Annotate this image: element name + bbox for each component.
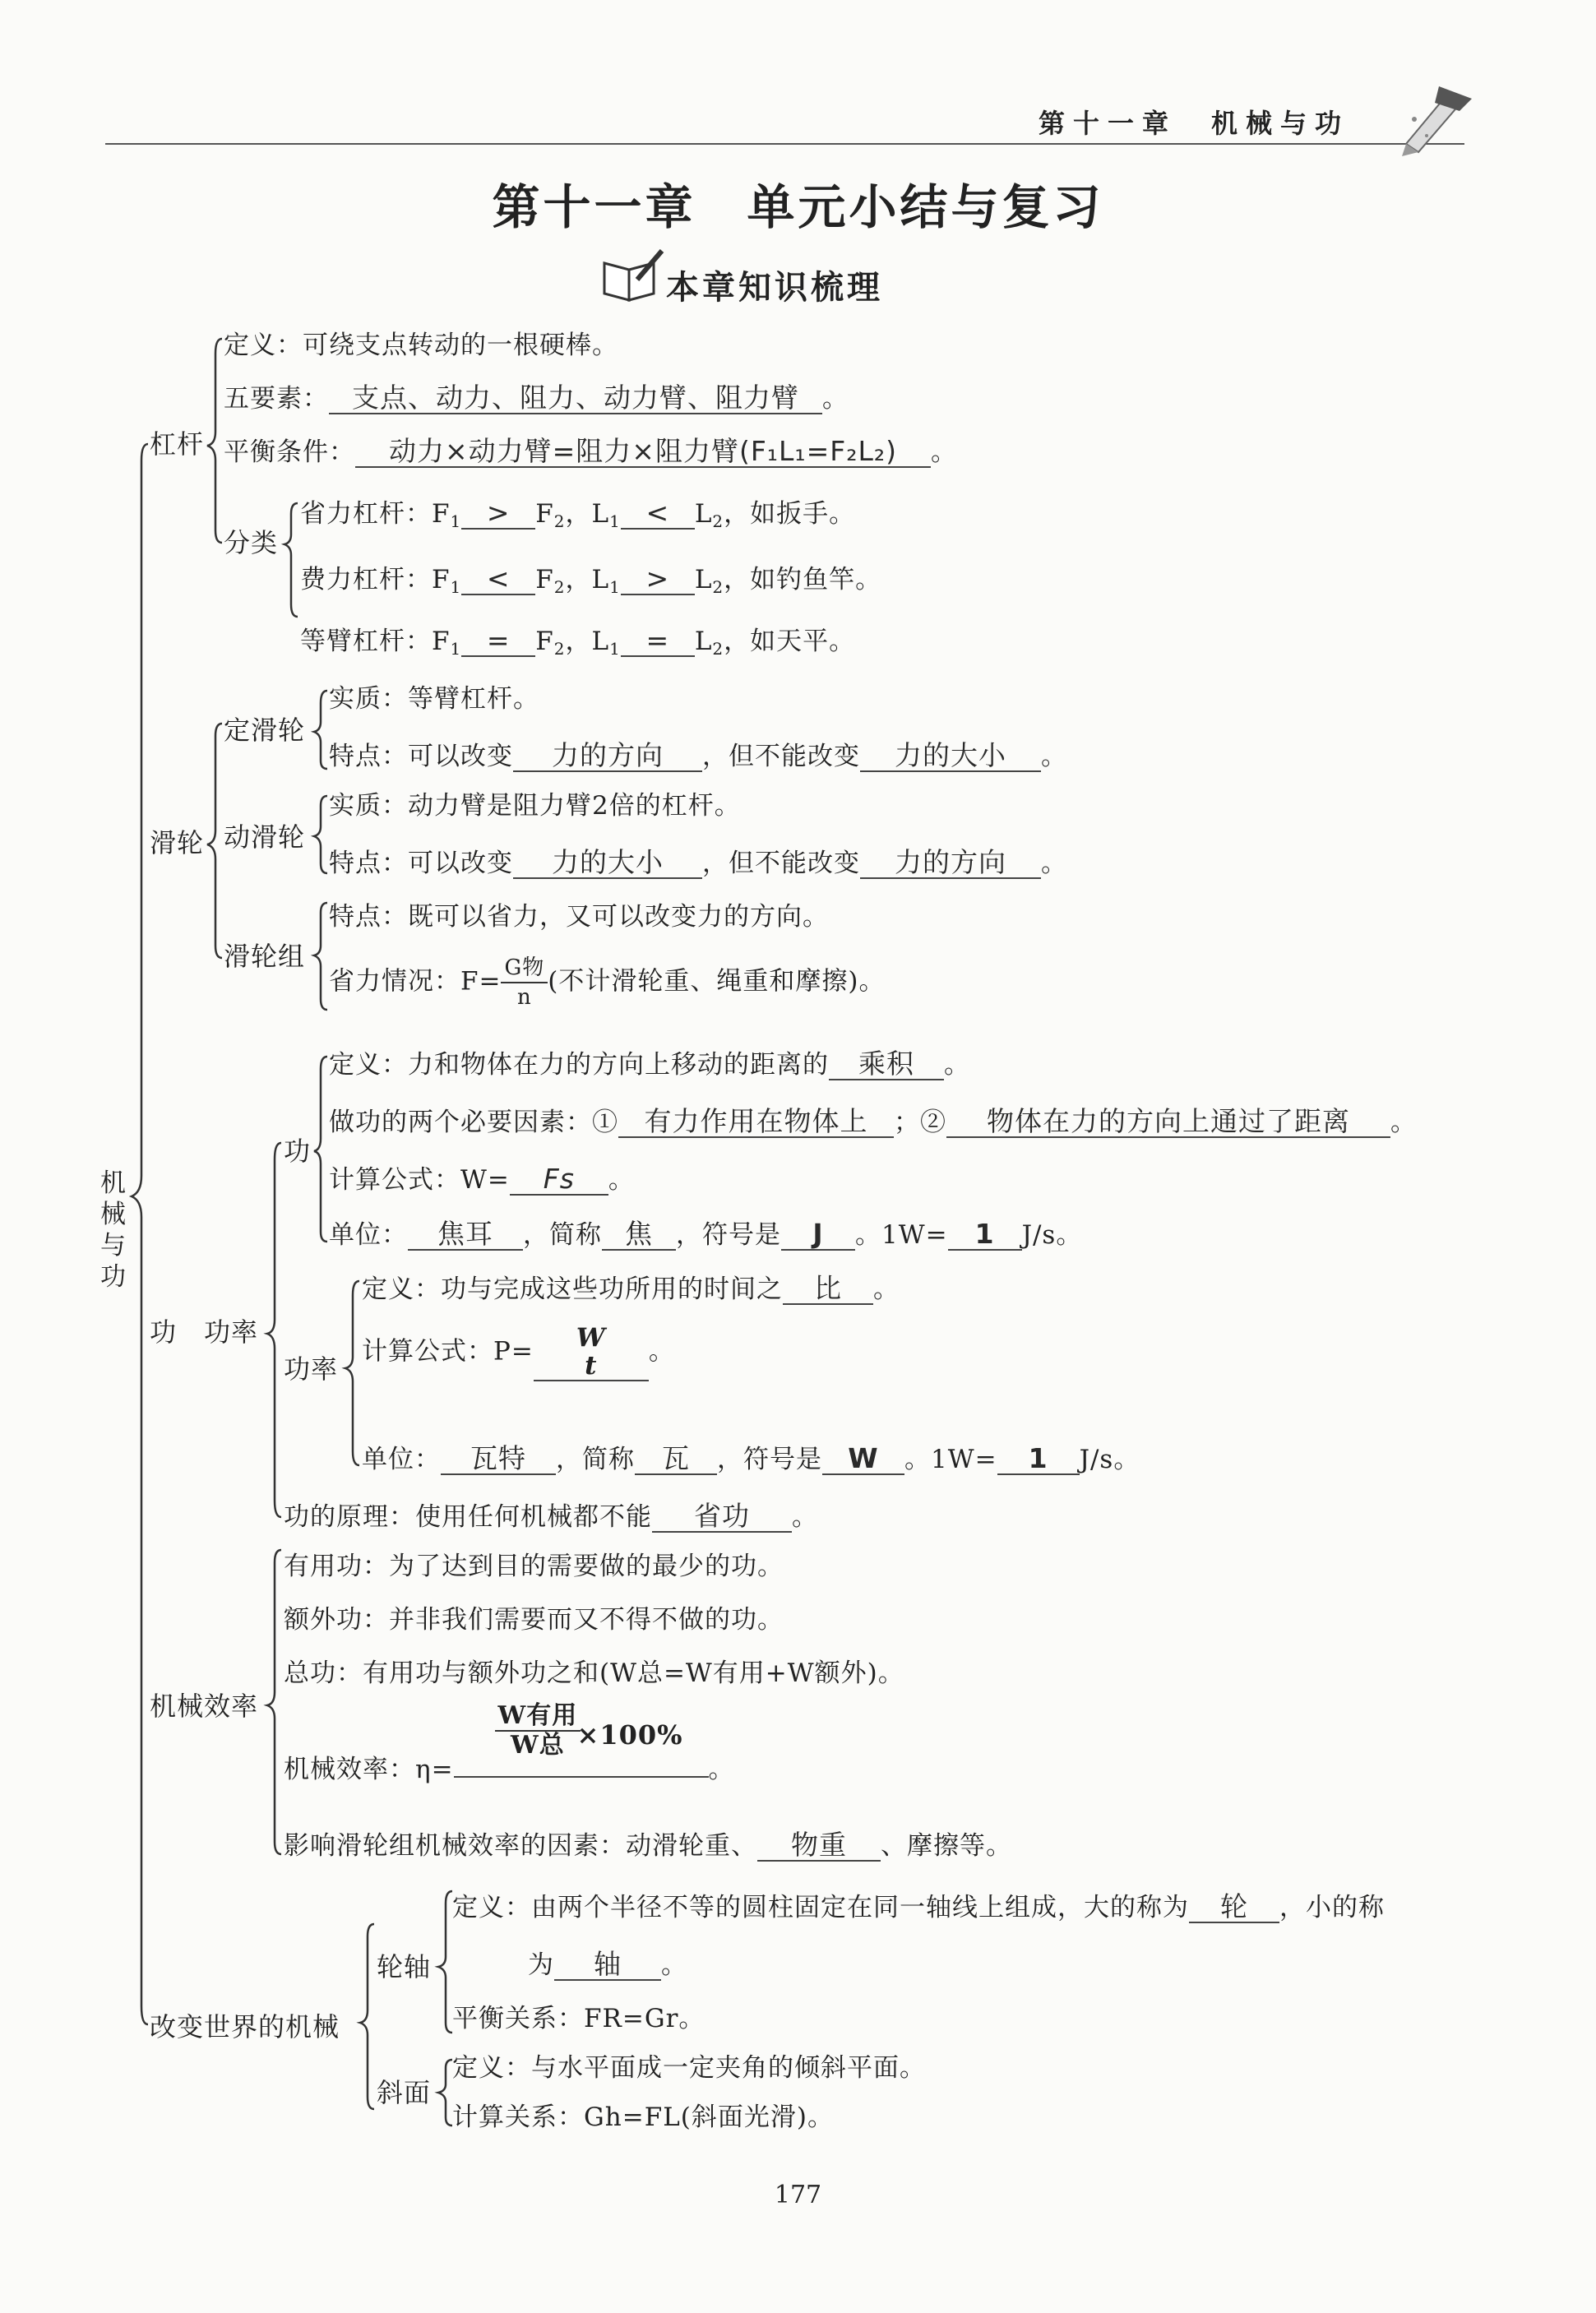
wa-ans2: 轴 <box>554 1950 661 1981</box>
power-label: 功率 <box>284 1353 339 1385</box>
group-feature: 特点：既可以省力，又可以改变力的方向。 <box>329 902 829 932</box>
wheel-axle-label: 轮轴 <box>377 1951 432 1982</box>
eta-mult: ×100% <box>576 1719 683 1751</box>
pulley-group-label: 滑轮组 <box>224 941 306 972</box>
root-label: 机械与功 <box>100 1168 127 1292</box>
principle-pre: 功的原理：使用任何机械都不能 <box>284 1502 652 1532</box>
total-work: 总功：有用功与额外功之和(W总=W有用+W额外)。 <box>284 1658 904 1688</box>
wheel-axle-def-2: 为 轴 。 <box>528 1948 687 1980</box>
work-factor1: 有力作用在物体上 <box>618 1107 894 1138</box>
power-abbr-pre: ，简称 <box>556 1445 635 1474</box>
page-title: 第十一章 单元小结与复习 <box>492 179 1104 235</box>
eta-num: W有用 <box>495 1702 581 1732</box>
wa-def-pre2: 为 <box>528 1950 554 1980</box>
incline-label: 斜面 <box>377 2077 432 2108</box>
page-number: 177 <box>774 2181 822 2209</box>
efficiency-factors <box>284 1830 1012 1862</box>
group-force-den: n <box>517 985 532 1010</box>
costing-ans2: > <box>621 564 695 595</box>
saving-ans2: < <box>621 498 695 530</box>
eff-factors-pre: 影响滑轮组机械效率的因素：动滑轮重、 <box>284 1831 757 1861</box>
category-work-power: 功 功率 <box>150 1316 259 1348</box>
section-subtitle: 本章知识梳理 <box>666 269 883 307</box>
lever-saving: 省力杠杆：$F_1 > F_2$，$L_1 < L_2$，如扳手。 <box>300 497 856 531</box>
power-def-ans: 比 <box>783 1274 873 1305</box>
extra-work: 额外功：并非我们需要而又不得不做的功。 <box>284 1605 784 1635</box>
equal-ans2: = <box>621 626 695 657</box>
work-abbr-pre: ，简称 <box>523 1220 602 1250</box>
power-conv-ans: 1 <box>997 1444 1080 1475</box>
work-definition: 定义：力和物体在力的方向上移动的距离的 乘积 。 <box>329 1048 970 1080</box>
power-conv-pre: 。1W= <box>904 1445 997 1474</box>
fixed-essence: 实质：等臂杠杆。 <box>329 684 539 714</box>
balance-label: 平衡条件： <box>224 437 355 467</box>
movable-ans1: 力的大小 <box>513 848 702 879</box>
incline-def: 定义：与水平面成一定夹角的倾斜平面。 <box>452 2053 926 2083</box>
work-formula: 计算公式：W= Fs 。 <box>329 1163 635 1195</box>
fixed-feature-mid: ，但不能改变 <box>702 742 860 771</box>
work-principle: 功的原理：使用任何机械都不能 省功 。 <box>284 1500 818 1532</box>
costing-example: ，如钓鱼竿。 <box>724 565 882 594</box>
work-unit-ans: 焦耳 <box>408 1219 523 1251</box>
eta-pre: 机械效率：η= <box>284 1755 454 1784</box>
equal-label: 等臂杠杆：F <box>300 627 451 656</box>
five-elements-answer: 支点、动力、阻力、动力臂、阻力臂 <box>329 383 822 414</box>
costing-label: 费力杠杆：F <box>300 565 451 594</box>
saving-example: ，如扳手。 <box>724 499 856 529</box>
movable-feature-mid: ，但不能改变 <box>702 849 860 878</box>
group-force-post: (不计滑轮重、绳重和摩擦)。 <box>548 966 886 997</box>
work-factors: 做功的两个必要因素：① 有力作用在物体上 ；② 物体在力的方向上通过了距离 。 <box>329 1105 1417 1137</box>
running-header: 第十一章 机械与功 <box>1038 108 1349 139</box>
lever-balance: 平衡条件： 动力×动力臂=阻力×阻力臂(F₁L₁=F₂L₂) 。 <box>224 435 957 467</box>
lever-costing: 费力杠杆：$F_1 < F_2$，$L_1 > L_2$，如钓鱼竿。 <box>300 562 882 597</box>
work-formula-ans: Fs <box>510 1164 608 1196</box>
movable-ans2: 力的方向 <box>860 848 1041 879</box>
work-abbr-ans: 焦 <box>602 1219 676 1251</box>
work-symbol-pre: ，符号是 <box>676 1220 781 1250</box>
power-unit-ans: 瓦特 <box>441 1444 556 1475</box>
five-elements-label: 五要素： <box>224 384 329 414</box>
movable-feature: 特点：可以改变 力的大小 ，但不能改变 力的方向 。 <box>329 846 1067 878</box>
lever-equal: 等臂杠杆：$F_1 = F_2$，$L_1 = L_2$，如天平。 <box>300 624 856 659</box>
category-machines: 改变世界的机械 <box>150 2011 340 2042</box>
lever-class-label: 分类 <box>224 527 279 558</box>
category-efficiency: 机械效率 <box>150 1691 259 1722</box>
fixed-feature: 特点：可以改变 力的方向 ，但不能改变 力的大小 。 <box>329 739 1067 771</box>
equal-example: ，如天平。 <box>724 627 856 656</box>
work-factors-mid: ；② <box>894 1108 946 1137</box>
work-symbol-ans: J <box>781 1219 855 1251</box>
work-def-ans: 乘积 <box>829 1049 944 1080</box>
power-def-pre: 定义：功与完成这些功所用的时间之 <box>362 1274 783 1304</box>
work-conv-post: J/s。 <box>1021 1220 1083 1250</box>
power-conv-post: J/s。 <box>1079 1445 1140 1474</box>
category-lever: 杠杆 <box>150 428 205 460</box>
wheel-axle-balance: 平衡关系：FR=Gr。 <box>452 2004 705 2033</box>
power-formula-num: W <box>576 1323 606 1353</box>
work-label: 功 <box>284 1136 312 1167</box>
power-formula: 计算公式：P= W t 。 <box>362 1323 675 1381</box>
costing-ans1: < <box>461 564 535 595</box>
group-force-pre: 省力情况：F= <box>329 966 502 997</box>
efficiency-formula: 机械效率：η= W有用 W总 ×100% 。 <box>284 1701 735 1784</box>
fixed-ans1: 力的方向 <box>513 741 702 772</box>
eta-den: W总 <box>511 1731 565 1760</box>
saving-label: 省力杠杆：F <box>300 499 451 529</box>
power-symbol-ans: W <box>822 1444 904 1475</box>
movable-essence: 实质：动力臂是阻力臂2倍的杠杆。 <box>329 791 741 821</box>
power-symbol-pre: ，符号是 <box>717 1445 822 1474</box>
power-formula-pre: 计算公式：P= <box>362 1336 534 1367</box>
fixed-ans2: 力的大小 <box>860 741 1041 772</box>
lever-five-elements: 五要素： 支点、动力、阻力、动力臂、阻力臂 。 <box>224 382 849 414</box>
movable-pulley-label: 动滑轮 <box>224 821 306 853</box>
saving-ans1: > <box>461 498 535 530</box>
wa-def-pre: 定义：由两个半径不等的圆柱固定在同一轴线上组成，大的称为 <box>452 1893 1189 1922</box>
work-unit <box>329 1219 1082 1251</box>
work-factors-pre: 做功的两个必要因素：① <box>329 1108 618 1137</box>
group-force <box>329 954 885 1011</box>
useful-work: 有用功：为了达到目的需要做的最少的功。 <box>284 1552 784 1581</box>
power-definition: 定义：功与完成这些功所用的时间之 比 。 <box>362 1272 900 1304</box>
principle-ans: 省功 <box>652 1501 792 1533</box>
movable-feature-pre: 特点：可以改变 <box>329 849 513 878</box>
wheel-axle-def <box>452 1891 1385 1924</box>
incline-calc: 计算关系：Gh=FL(斜面光滑)。 <box>452 2103 834 2132</box>
fixed-feature-pre: 特点：可以改变 <box>329 742 513 771</box>
power-unit-pre: 单位： <box>362 1445 441 1474</box>
fixed-pulley-label: 定滑轮 <box>224 715 306 746</box>
category-pulley: 滑轮 <box>150 827 205 858</box>
work-def-pre: 定义：力和物体在力的方向上移动的距离的 <box>329 1050 829 1080</box>
lever-definition: 定义：可绕支点转动的一根硬棒。 <box>224 331 618 360</box>
wa-def-mid: ，小的称 <box>1279 1893 1385 1922</box>
work-conv-ans: 1 <box>948 1219 1022 1251</box>
work-factor2: 物体在力的方向上通过了距离 <box>946 1107 1390 1138</box>
eff-factors-ans: 物重 <box>757 1830 881 1862</box>
equal-ans1: = <box>461 626 535 657</box>
group-force-num: G物 <box>501 954 548 983</box>
work-formula-pre: 计算公式：W= <box>329 1165 510 1195</box>
work-unit-pre: 单位： <box>329 1220 408 1250</box>
power-formula-den: t <box>534 1352 649 1381</box>
wa-ans1: 轮 <box>1189 1892 1279 1923</box>
power-abbr-ans: 瓦 <box>635 1444 717 1475</box>
eff-factors-post: 、摩擦等。 <box>881 1831 1012 1861</box>
balance-answer: 动力×动力臂=阻力×阻力臂(F₁L₁=F₂L₂) <box>355 437 931 468</box>
work-conv-pre: 。1W= <box>855 1220 948 1250</box>
power-unit <box>362 1443 1140 1476</box>
